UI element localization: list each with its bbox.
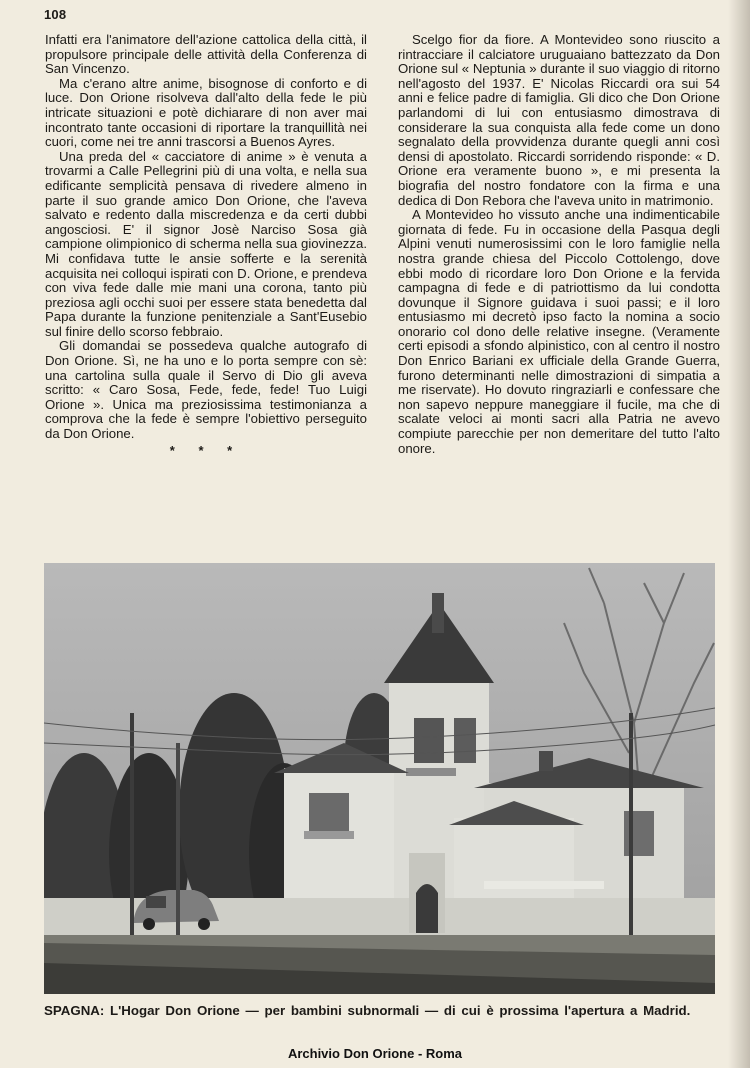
photo-caption: SPAGNA: L'Hogar Don Orione — per bambini subnormali — di cui è prossima l'apertura a Madrid. xyxy=(44,1003,691,1018)
paragraph: Scelgo fior da fiore. A Montevideo sono riuscito a rintracciare il calciatore uruguaiano battezzato da Don Orione sul « Neptunia » durante il suo viaggio di ritorno nell'agosto del 1937. E' Nicolas Riccardi ora sui 54 anni e felice padre di famiglia. Gli dico che Don Orione parlandomi di lui con entusiasmo dimostrava di considerare la sua conquista alla fede come un dono segnalato della provvidenza durante quegli anni così densi di apostolato. Riccardi sorridendo risponde: « D. Orione era veramente buono », e mi presenta la biografia del nostro fondatore con la firma e una dedica di Don Rebora che l'aveva unito in matrimonio. xyxy=(398,32,720,208)
paragraph: Ma c'erano altre anime, bisognose di conforto e di luce. Don Orione risolveva dall'alto della fede le più intricate situazioni e potè dichiarare di non aver mai incontrato tante occasioni di riportare la tranquillità nei cuori, come nei tre anni trascorsi a Buenos Ayres. xyxy=(45,75,367,150)
paragraph: Gli domandai se possedeva qualche autografo di Don Orione. Sì, ne ha uno e lo porta sempre con sè: una cartolina sulla quale il Servo di Dio gli aveva scritto: « Caro Sosa, Fede, fede, fede! Tuo Luigi Orione ». Unica ma preziosissima testimonianza a comprova che la fede è sempre l'obiettivo perseguito da Don Orione. xyxy=(45,338,367,442)
paragraph: A Montevideo ho vissuto anche una indimenticabile giornata di fede. Fu in occasione della Pasqua degli Alpini venuti numerosissimi con le loro famiglie nella nostra grande chiesa del Piccolo Cottolengo, dove ebbi modo di ricordare loro Don Orione e la fervida campagna di fede e di patriottismo da lui condotta dovunque il Signore guidava i suoi passi; e il loro entusiasmo mi decretò ipso facto la nomina a socio onorario col dono delle relative insegne. (Veramente certi episodi a sfondo alpinistico, con al centro il nostro Don Enrico Bariani ex ufficiale della Grande Guerra, furono determinanti nelle dimostrazioni di simpatia a me riservate). Ho dovuto ringraziarli e confessare che non sapevo neppure maneggiare il fucile, ma che di scalate veloci ai monti sacri alla Patria ne avevo compiute parecchie per non demeritare del tutto l'alto onore. xyxy=(398,207,720,456)
archive-footer: Archivio Don Orione - Roma xyxy=(287,1046,463,1061)
page-edge-shadow xyxy=(728,0,750,1068)
paragraph: Infatti era l'animatore dell'azione cattolica della città, il propulsore principale delle attività della Conferenza di San Vincenzo. xyxy=(45,32,367,77)
page-number: 108 xyxy=(44,7,67,22)
right-text-column xyxy=(398,33,720,456)
section-separator: * * * xyxy=(169,442,243,458)
paragraph: Una preda del « cacciatore di anime » è venuta a trovarmi a Calle Pellegrini più di una volta, e nella sua edificante semplicità pensava di rivedere almeno in parte il suo grande amico Don Orione, che l'aveva salvato e redento dalla miscredenza e da certi dubbi angosciosi. E' il signor Josè Narciso Sosa già campione olimpionico di scherma nella sua giovinezza. Mi confidava tutte le ansie sofferte e la serenità acquisita nei colloqui ispirati con D. Orione, e prendeva con viva fede dalle mie mani una corona, tanto più preziosa agli occhi suoi per essere stata benedetta dal Papa durante la funzione penitenziale a Sant'Eusebio sul finire dello scorso febbraio. xyxy=(45,148,367,339)
hogar-building-photo xyxy=(44,563,715,994)
left-text-column xyxy=(45,33,367,458)
